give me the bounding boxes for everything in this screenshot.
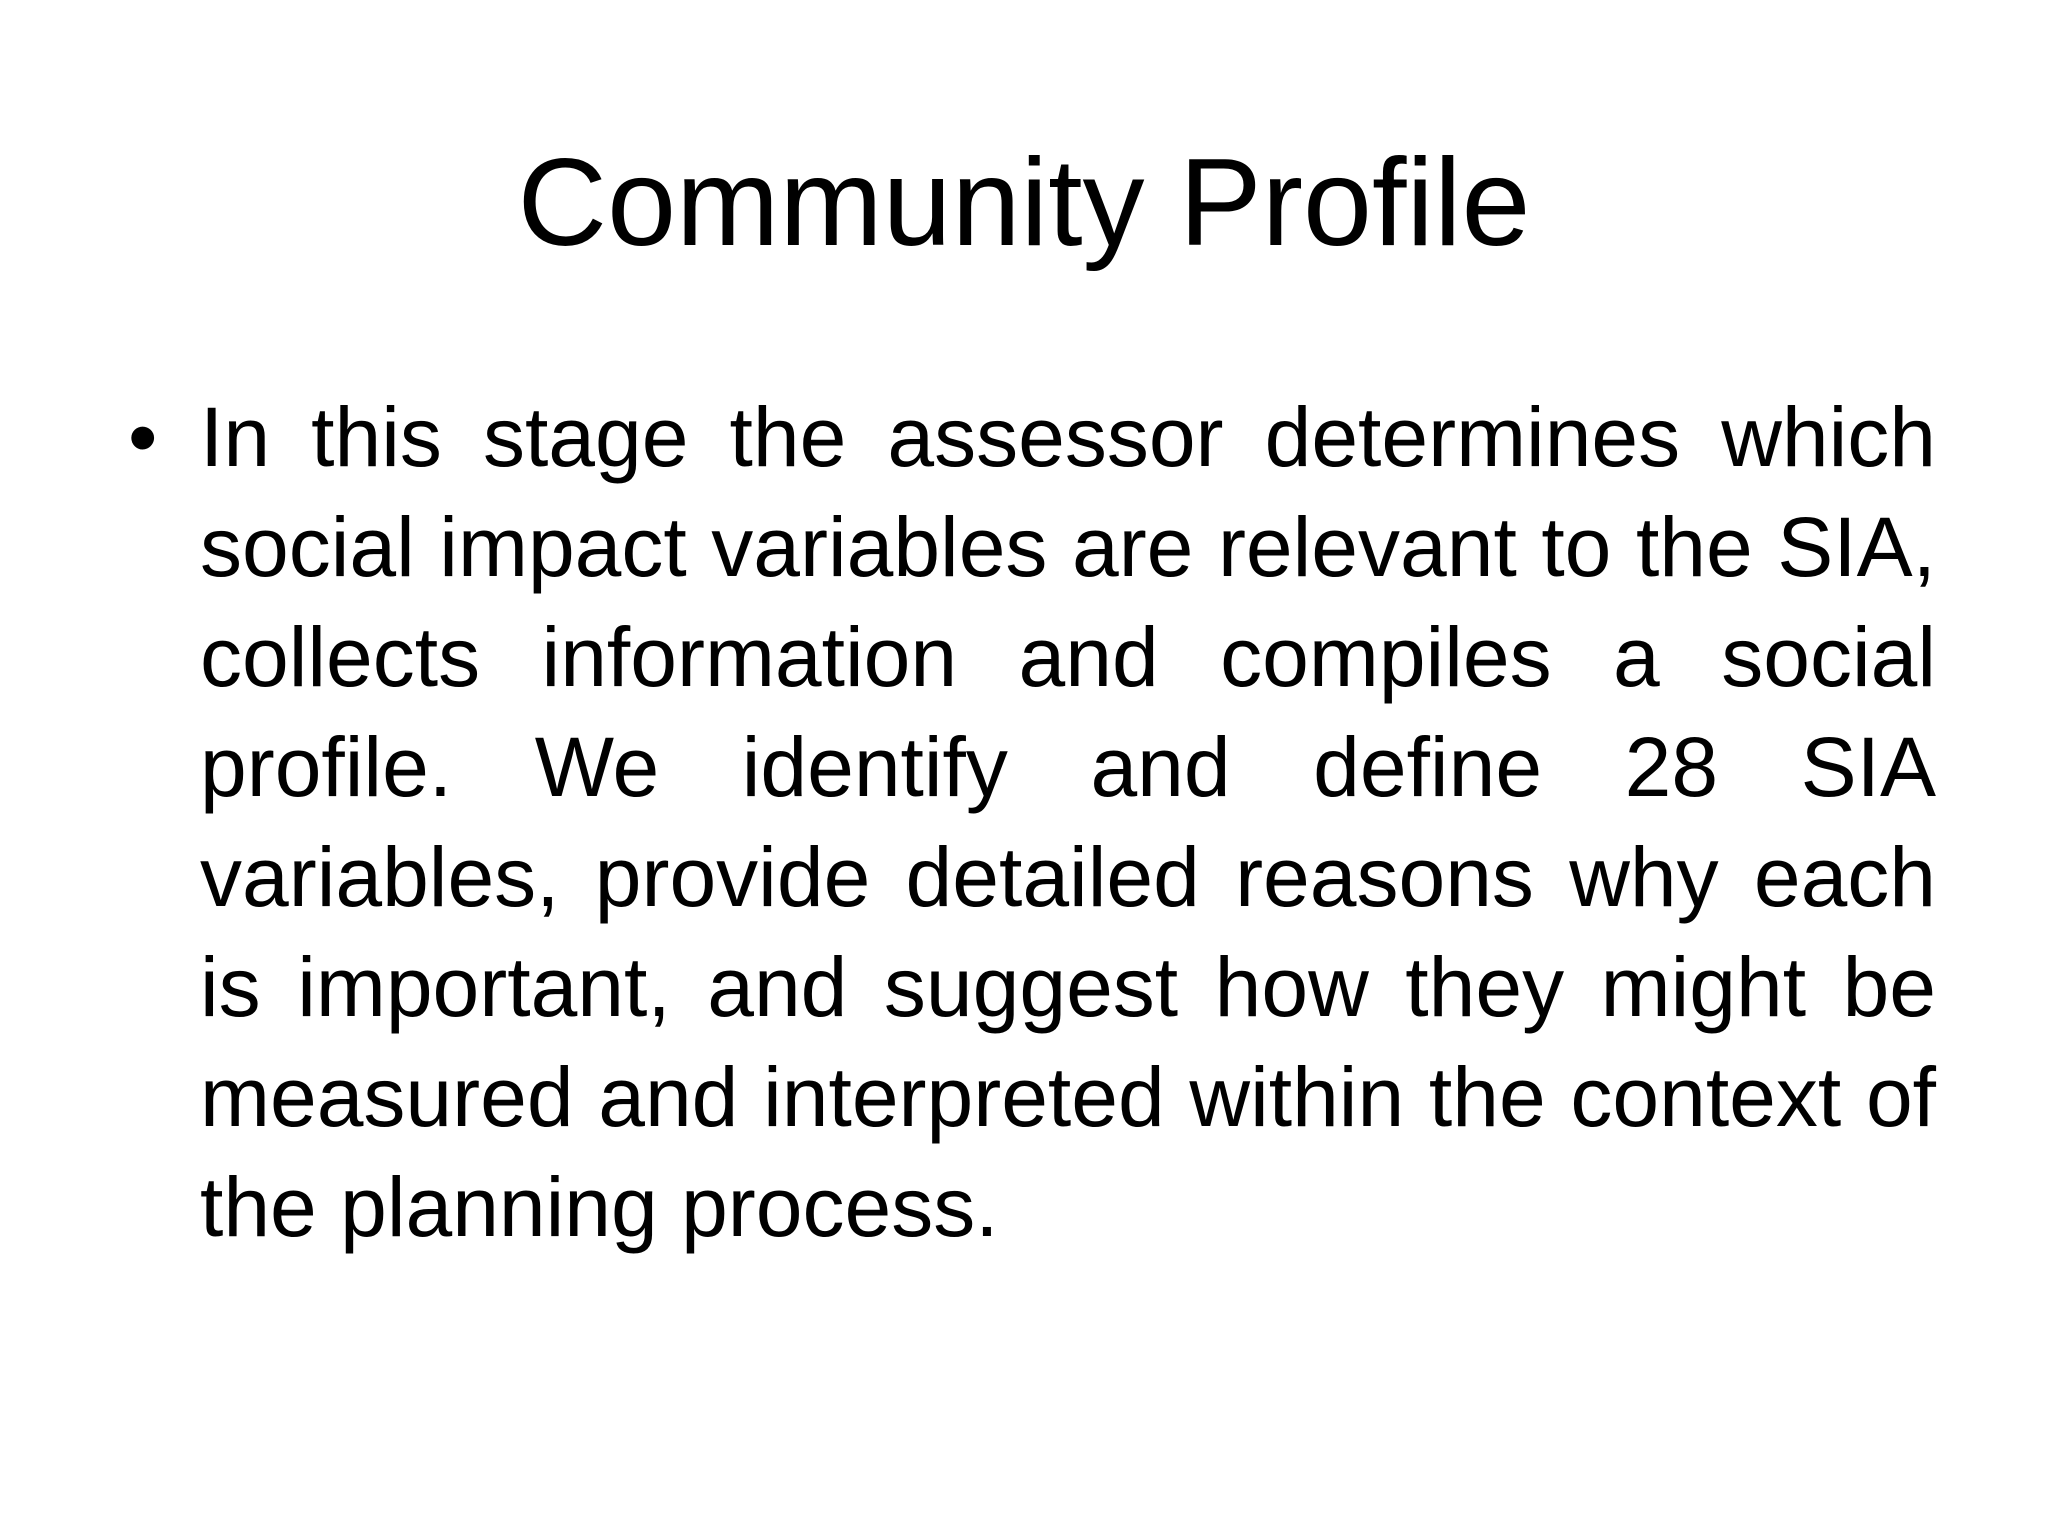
bullet-marker: • bbox=[128, 390, 158, 484]
slide-title: Community Profile bbox=[517, 134, 1531, 272]
bullet-list bbox=[128, 382, 1936, 1262]
bullet-text: In this stage the assessor determines which social impact variables are relevant to the SIA, collects information and compiles a social profile. We identify and define 28 SIA variables, provide detailed reasons why each is important, and suggest how they might be measured and interpreted within the context of the planning process. bbox=[200, 390, 1936, 1254]
bullet-item bbox=[128, 382, 1936, 1262]
